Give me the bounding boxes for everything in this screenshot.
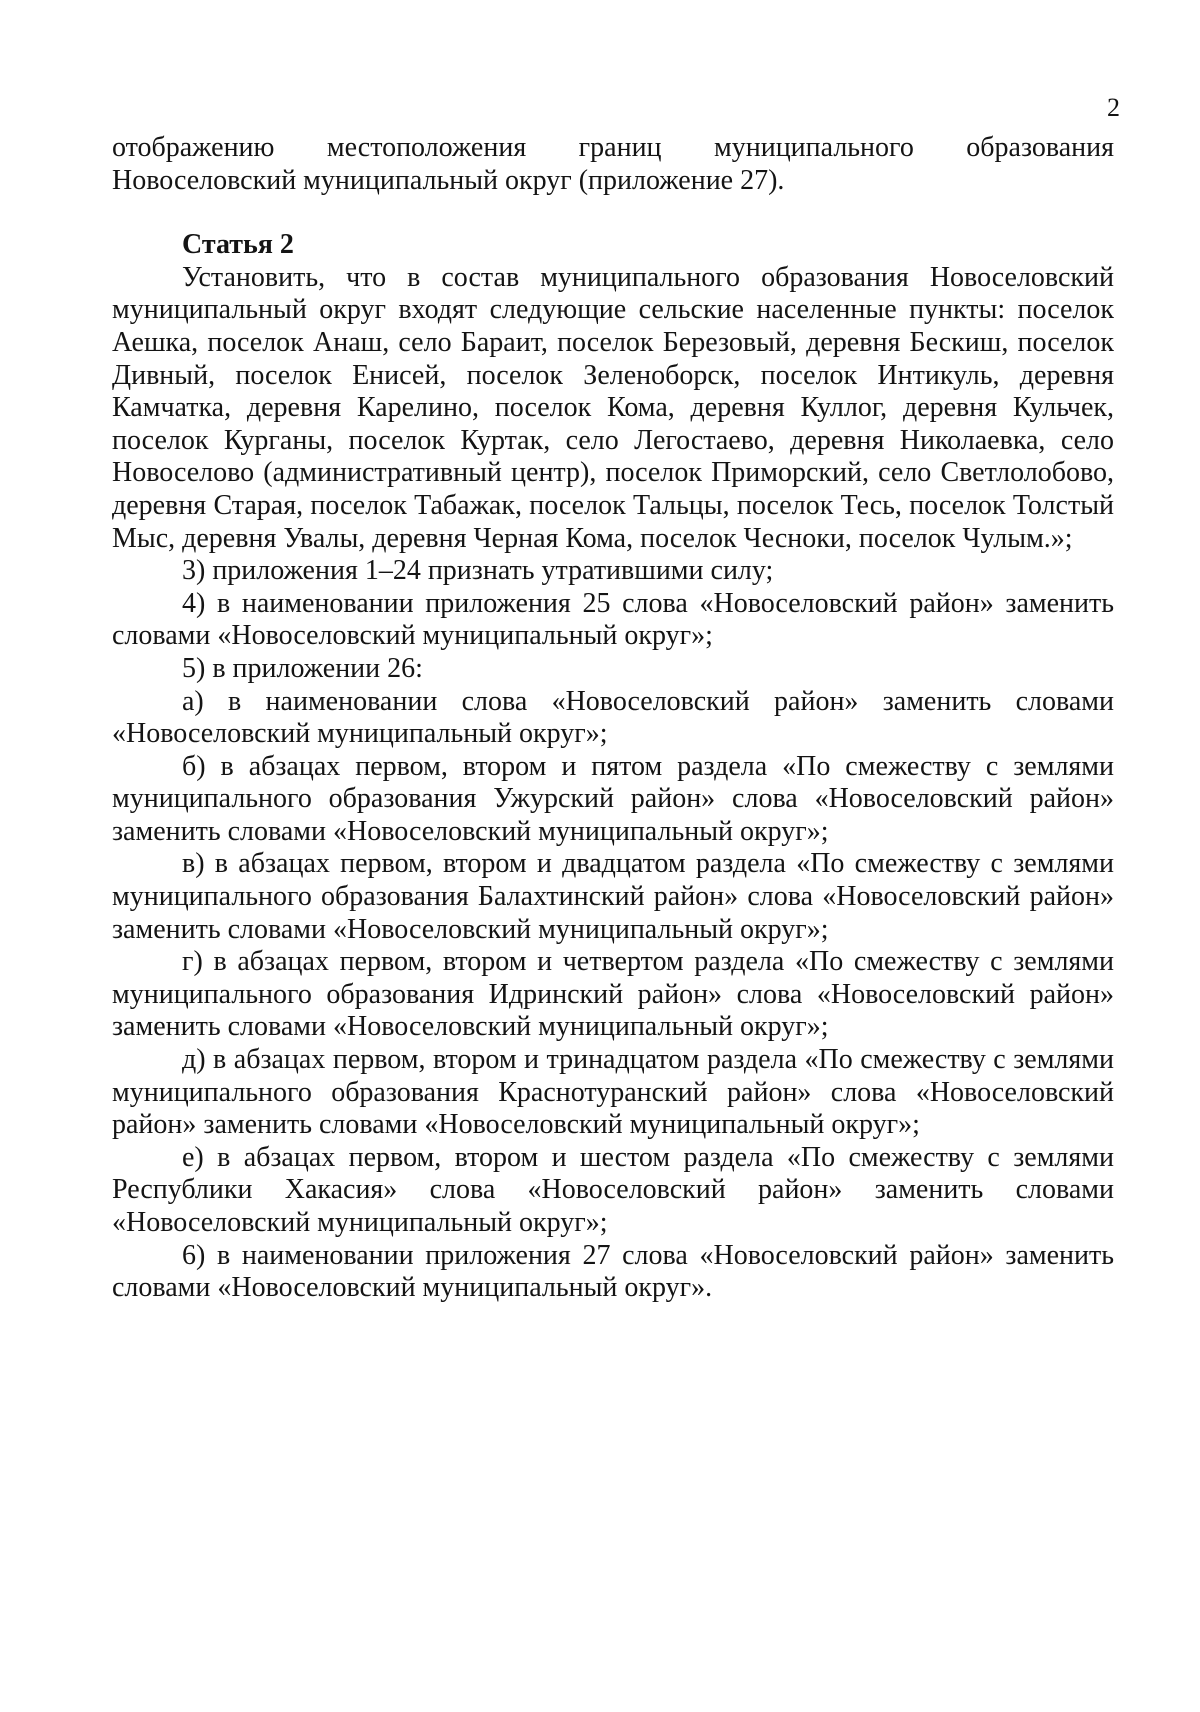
paragraph-article-2-body: Установить, что в состав муниципального образования Новоселовский муниципальный округ входят следующие сельские населенные пункты: поселок Аешка, поселок Анаш, село Бараит, поселок Березовый, деревня Бескиш, поселок Дивный, поселок Енисей, поселок Зеленоборск, поселок Интикуль, деревня Камчатка, деревня Карелино, поселок Кома, деревня Куллог, деревня Кульчек, поселок Курганы, поселок Куртак, село Легостаево, деревня Николаевка, село Новоселово (административный центр), поселок Приморский, село Светлолобово, деревня Старая, поселок Табажак, поселок Тальцы, поселок Тесь, поселок Толстый Мыс, деревня Увалы, деревня Черная Кома, поселок Чесноки, поселок Чулым.»; xyxy=(112,261,1114,554)
paragraph-item-4: 4) в наименовании приложения 25 слова «Новоселовский район» заменить словами «Новоселовский муниципальный округ»; xyxy=(112,587,1114,652)
paragraph-item-6: 6) в наименовании приложения 27 слова «Новоселовский район» заменить словами «Новоселовский муниципальный округ». xyxy=(112,1239,1114,1304)
paragraph-item-5d: д) в абзацах первом, втором и тринадцатом раздела «По смежеству с землями муниципального образования Краснотуранский район» слова «Новоселовский район» заменить словами «Новоселовский муниципальный округ»; xyxy=(112,1044,1114,1141)
paragraph-item-5v: в) в абзацах первом, втором и двадцатом раздела «По смежеству с землями муниципального образования Балахтинский район» слова «Новоселовский район» заменить словами «Новоселовский муниципальный округ»; xyxy=(112,848,1114,945)
paragraph-item-5b: б) в абзацах первом, втором и пятом раздела «По смежеству с землями муниципального образования Ужурский район» слова «Новоселовский район» заменить словами «Новоселовский муниципальный округ»; xyxy=(112,750,1114,847)
paragraph-item-3: 3) приложения 1–24 признать утратившими силу; xyxy=(182,555,774,587)
page-number: 2 xyxy=(1107,93,1120,122)
paragraph-item-5: 5) в приложении 26: xyxy=(182,652,423,684)
document-body xyxy=(112,132,1114,1305)
paragraph-item-5g: г) в абзацах первом, втором и четвертом раздела «По смежеству с землями муниципального образования Идринский район» слова «Новоселовский район» заменить словами «Новоселовский муниципальный округ»; xyxy=(112,946,1114,1043)
paragraph-item-5a: а) в наименовании слова «Новоселовский район» заменить словами «Новоселовский муниципальный округ»; xyxy=(112,685,1114,750)
paragraph-item-5e: е) в абзацах первом, втором и шестом раздела «По смежеству с землями Республики Хакасия» слова «Новоселовский район» заменить словами «Новоселовский муниципальный округ»; xyxy=(112,1141,1114,1238)
paragraph-gap xyxy=(112,197,1114,229)
paragraph-intro-tail: отображению местоположения границ муниципального образования Новоселовский муниципальный округ (приложение 27). xyxy=(112,132,1114,196)
article-heading: Статья 2 xyxy=(182,229,294,261)
